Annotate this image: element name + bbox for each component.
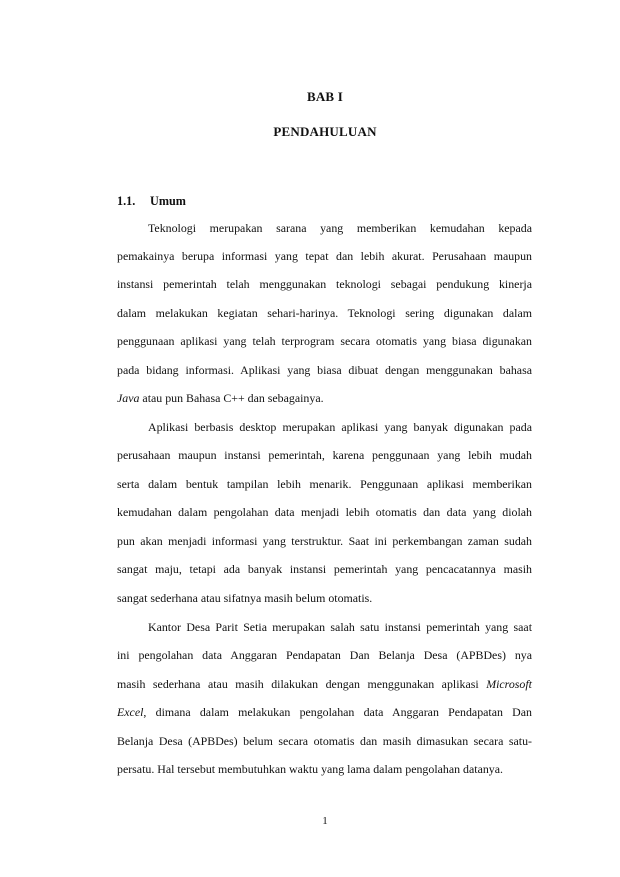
- body-line: sangat sederhana atau sifatnya masih belum otomatis.: [117, 591, 373, 605]
- body-line: instansi pemerintah telah menggunakan teknologi sebagai pendukung kinerja: [117, 277, 532, 291]
- chapter-heading: BAB I: [306, 89, 344, 104]
- body-line: masih sederhana atau masih dilakukan dengan menggunakan aplikasi Microsoft: [117, 677, 532, 691]
- body-line: kemudahan dalam pengolahan data menjadi lebih otomatis dan data yang diolah: [117, 505, 532, 519]
- body-line: Belanja Desa (APBDes) belum secara otomatis dan masih dimasukan secara satu-: [117, 734, 532, 748]
- body-line: Aplikasi berbasis desktop merupakan aplikasi yang banyak digunakan pada: [148, 420, 532, 434]
- body-line: penggunaan aplikasi yang telah terprogram secara otomatis yang biasa digunakan: [117, 334, 532, 348]
- section-number: 1.1.: [117, 194, 136, 208]
- body-line: Kantor Desa Parit Setia merupakan salah satu instansi pemerintah yang saat: [148, 620, 532, 634]
- body-line: pemakainya berupa informasi yang tepat dan lebih akurat. Perusahaan maupun: [117, 249, 532, 263]
- body-line: persatu. Hal tersebut membutuhkan waktu yang lama dalam pengolahan datanya.: [117, 762, 503, 776]
- body-line: perusahaan maupun instansi pemerintah, karena penggunaan yang lebih mudah: [117, 448, 532, 462]
- italic-term: Microsoft: [486, 677, 532, 691]
- body-line: dalam melakukan kegiatan sehari-harinya. Teknologi sering digunakan dalam: [117, 306, 532, 320]
- page-number: 1: [322, 815, 328, 827]
- body-line: serta dalam bentuk tampilan lebih menarik. Penggunaan aplikasi memberikan: [117, 477, 532, 491]
- body-line: pada bidang informasi. Aplikasi yang biasa dibuat dengan menggunakan bahasa: [117, 363, 532, 377]
- body-line: Excel, dimana dalam melakukan pengolahan data Anggaran Pendapatan Dan: [117, 705, 532, 719]
- section-heading: [117, 194, 186, 209]
- section-title: Umum: [150, 194, 186, 208]
- body-line: ini pengolahan data Anggaran Pendapatan Dan Belanja Desa (APBDes) nya: [117, 648, 532, 662]
- chapter-title: PENDAHULUAN: [273, 124, 377, 139]
- body-line: Java atau pun Bahasa C++ dan sebagainya.: [117, 391, 324, 405]
- body-line: Teknologi merupakan sarana yang memberikan kemudahan kepada: [148, 221, 532, 235]
- body-line: pun akan menjadi informasi yang terstruktur. Saat ini perkembangan zaman sudah: [117, 534, 532, 548]
- italic-term: Excel: [117, 705, 144, 719]
- body-line: sangat maju, tetapi ada banyak instansi pemerintah yang pencacatannya masih: [117, 562, 532, 576]
- italic-term: Java: [117, 391, 140, 405]
